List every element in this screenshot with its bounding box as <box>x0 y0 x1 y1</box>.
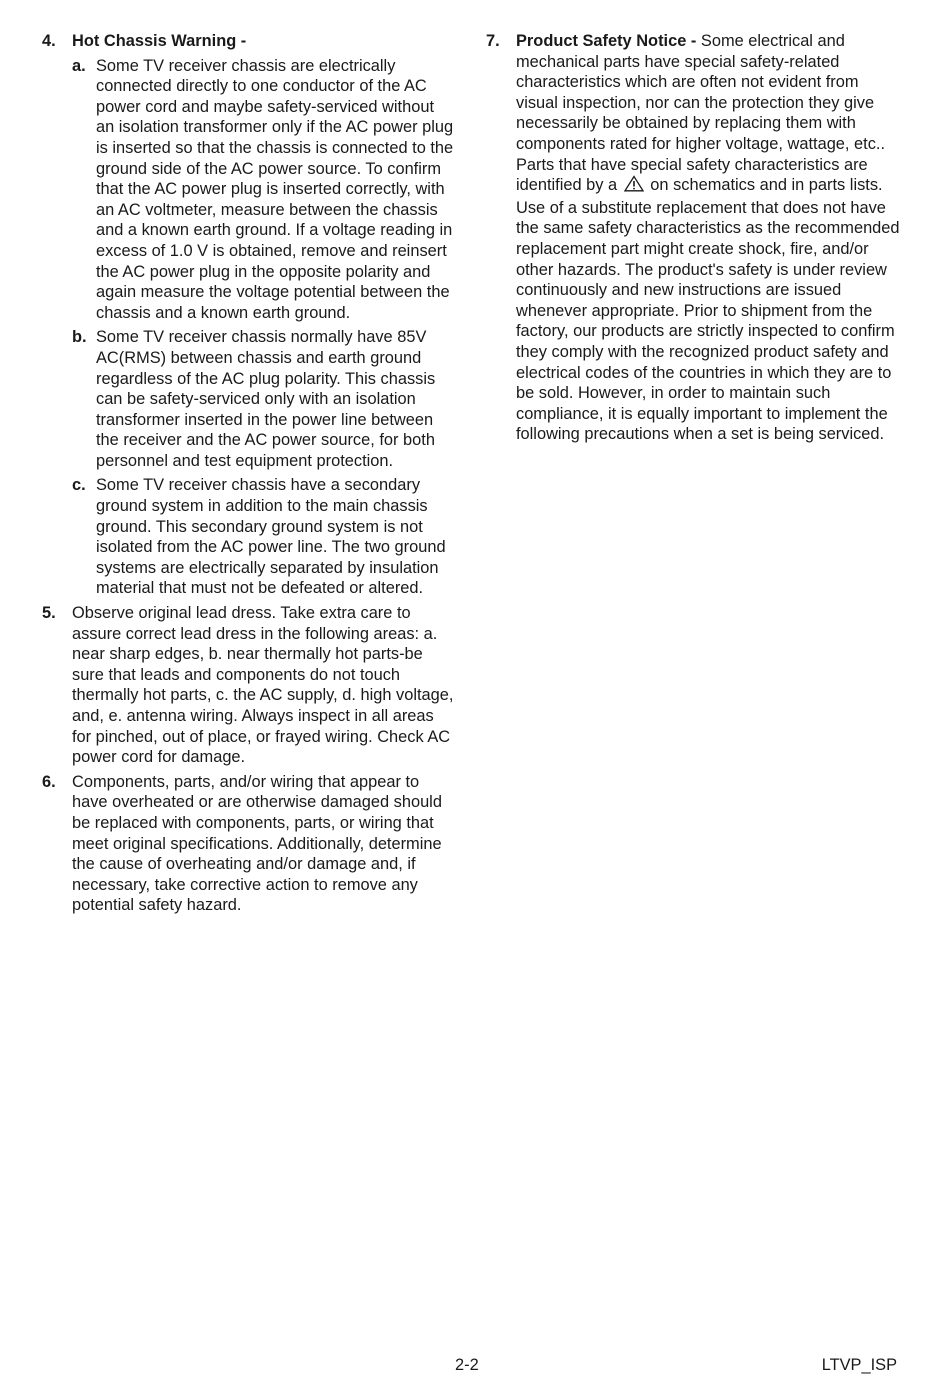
sub-item-c <box>72 475 454 599</box>
item-title: Hot Chassis Warning - <box>72 32 247 50</box>
right-column <box>486 31 904 449</box>
sub-item-a <box>72 56 454 324</box>
warning-triangle-icon <box>624 175 644 198</box>
item-number: 6. <box>42 772 56 791</box>
sub-item-letter: a. <box>72 56 86 75</box>
list-item-7 <box>486 31 904 445</box>
sub-item-text: Some TV receiver chassis normally have 85V AC(RMS) between chassis and earth ground regardless of the AC plug polarity. This chassis can be safety-serviced only with an isolation transformer inserted in the power line between the receiver and the AC power source, for both personnel and test equipment protection. <box>96 328 436 470</box>
sub-item-letter: b. <box>72 328 87 347</box>
item-number: 4. <box>42 32 56 50</box>
item-title: Product Safety Notice - <box>516 32 697 50</box>
document-code: LTVP_ISP <box>821 1356 897 1374</box>
item-text: Observe original lead dress. Take extra care to assure correct lead dress in the following areas: a. near sharp edges, b. near thermally hot parts-be sure that leads and components do not touch thermally hot parts, c. the AC supply, d. high voltage, and, e. antenna wiring. Always inspect in all areas for pinched, out of place, or frayed wiring. Check AC power cord for damage. <box>72 604 454 767</box>
item-text: Components, parts, and/or wiring that appear to have overheated or are otherwise damaged should be replaced with components, parts, or wiring that meet original specifications. Additionally, determine the cause of overheating and/or damage and, if necessary, take corrective action to remove any potential safety hazard. <box>72 772 442 915</box>
sub-item-letter: c. <box>72 476 86 495</box>
sub-item-b <box>72 327 454 471</box>
item-number: 5. <box>42 604 56 623</box>
sub-item-text: Some TV receiver chassis have a secondary ground system in addition to the main chassis ground. This secondary ground system is not isolated from the AC power line. The two ground systems are electrically separated by insulation material that must not be defeated or altered. <box>96 476 446 598</box>
sub-item-text: Some TV receiver chassis are electrically connected directly to one conductor of the AC power cord and maybe safety-serviced without an isolation transformer only if the AC power plug is inserted so that the chassis is connected to the ground side of the AC power source. To confirm that the AC power plug is inserted correctly, with an AC voltmeter, measure between the chassis and a known earth ground. If a voltage reading in excess of 1.0 V is obtained, remove and reinsert the AC power plug in the opposite polarity and again measure the voltage potential between the chassis and a known earth ground. <box>96 56 454 322</box>
item-text-before-icon: Some electrical and mechanical parts have special safety-related characteristics which are often not evident from visual inspection, nor can the protection they give necessarily be obtained by replacing them with components rated for higher voltage, wattage, etc.. Parts that have special safety characteristics are identified by a <box>516 32 886 195</box>
page-number: 2-2 <box>455 1356 479 1374</box>
item-number: 7. <box>486 32 500 50</box>
list-item-4 <box>42 31 454 599</box>
left-column <box>42 31 454 920</box>
list-item-6 <box>42 772 454 916</box>
item-text-after-icon: on schematics and in parts lists. Use of a substitute replacement that does not have the same safety characteristics as the recommended replacement part might create shock, fire, and/or other hazards. The product's safety is under review continuously and new instructions are issued whenever appropriate. Prior to shipment from the factory, our products are strictly inspected to confirm they comply with the recognized product safety and electrical codes of the countries in which they are to be sold. However, in order to maintain such compliance, it is equally important to implement the following precautions when a set is being serviced. <box>516 176 900 444</box>
list-item-5 <box>42 603 454 768</box>
